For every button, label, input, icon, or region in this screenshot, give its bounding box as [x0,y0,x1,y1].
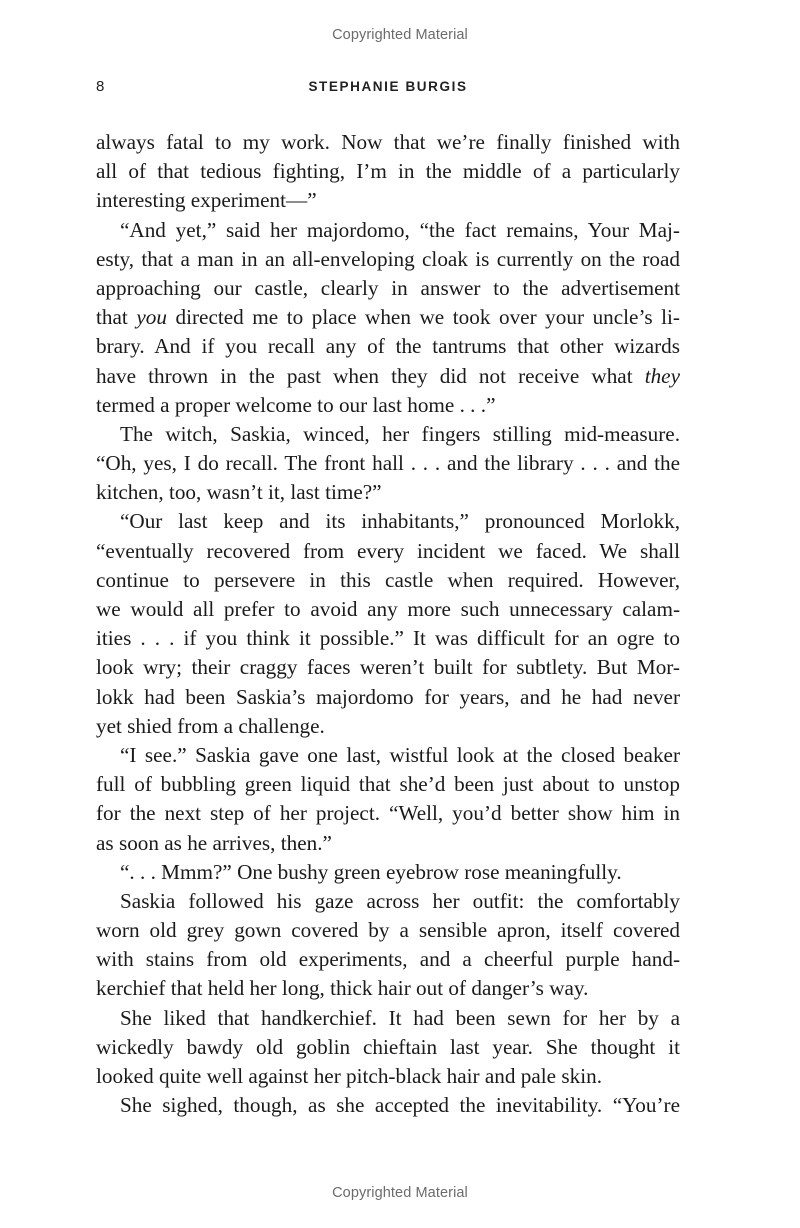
text-run: full of bubbling green liquid that she’d been just about to unstop [96,772,680,797]
text-line [96,1033,680,1062]
text-run: all of that tedious fighting, I’m in the middle of a particularly [96,159,680,184]
text-run: as soon as he arrives, then.” [96,830,332,855]
text-run: looked quite well against her pitch-black hair and pale skin. [96,1064,602,1088]
text-run: Saskia followed his gaze across her outfit: the comfortably [120,888,680,913]
text-line [96,1091,680,1120]
text-run: “. . . Mmm?” One bushy green eyebrow rose meaningfully. [120,859,622,884]
text-run: always fatal to my work. Now that we’re finally finished with [96,130,680,154]
text-run: “Our last keep and its inhabitants,” pronounced Morlokk, [120,509,680,534]
text-run: kitchen, too, wasn’t it, last time?” [96,480,382,505]
text-line [96,274,680,303]
text-line [96,449,680,478]
text-run: worn old grey gown covered by a sensible apron, itself covered [96,918,680,943]
running-header [96,78,680,98]
text-line [96,945,680,974]
text-run: directed me to place when we took over your uncle’s li- [166,305,680,330]
text-line [96,332,680,361]
text-run: with stains from old experiments, and a cheerful purple hand- [96,947,680,972]
emphasized-text: you [136,305,167,330]
text-run: kerchief that held her long, thick hair out of danger’s way. [96,976,589,1001]
text-run: esty, that a man in an all-enveloping cloak is currently on the road [96,246,680,271]
text-line [96,653,680,682]
text-line [96,1062,680,1091]
text-run: “Oh, yes, I do recall. The front hall . . . and the library . . . and the [96,451,680,476]
text-line [96,157,680,186]
text-run: lokk had been Saskia’s majordomo for years, and he had never [96,684,680,709]
text-line [96,478,680,507]
copyright-watermark-top: Copyrighted Material [332,27,468,43]
text-run: interesting experiment—” [96,188,317,213]
text-line [96,741,680,770]
text-run: “eventually recovered from every incident we faced. We shall [96,538,680,563]
text-run: termed a proper welcome to our last home . . .” [96,392,496,417]
text-line [96,566,680,595]
body-text [96,128,680,1120]
text-line [96,128,680,157]
text-run: The witch, Saskia, winced, her fingers stilling mid-measure. [120,421,680,446]
text-run: that [96,305,137,330]
text-line [96,887,680,916]
text-line [96,303,680,332]
text-line [96,186,680,215]
text-line [96,245,680,274]
emphasized-text: they [644,363,680,388]
text-run: continue to persevere in this castle when required. However, [96,567,680,592]
text-run: ities . . . if you think it possible.” It was difficult for an ogre to [96,626,680,651]
text-line [96,770,680,799]
text-run: approaching our castle, clearly in answer to the advertisement [96,275,680,300]
text-run: “And yet,” said her majordomo, “the fact remains, Your Maj- [120,217,680,242]
text-line [96,362,680,391]
text-run: She liked that handkerchief. It had been sewn for her by a [120,1005,680,1030]
page-number: 8 [96,78,105,95]
text-line [96,1004,680,1033]
text-line [96,216,680,245]
copyright-watermark-bottom: Copyrighted Material [332,1185,468,1201]
text-line [96,916,680,945]
text-run: we would all prefer to avoid any more such unnecessary calam- [96,597,680,621]
author-running-head: STEPHANIE BURGIS [308,79,468,94]
text-line [96,712,680,741]
text-line [96,391,680,420]
text-line [96,858,680,887]
text-line [96,420,680,449]
text-line [96,624,680,653]
text-line [96,595,680,624]
text-line [96,974,680,1003]
text-run: wickedly bawdy old goblin chieftain last year. She thought it [96,1034,680,1059]
text-line [96,537,680,566]
text-run: “I see.” Saskia gave one last, wistful look at the closed beaker [120,742,680,767]
text-run: brary. And if you recall any of the tantrums that other wizards [96,334,680,359]
text-line [96,829,680,858]
text-run: look wry; their craggy faces weren’t built for subtlety. But Mor- [96,655,680,680]
text-run: for the next step of her project. “Well, you’d better show him in [96,801,680,826]
text-line [96,683,680,712]
text-line [96,507,680,536]
text-run: She sighed, though, as she accepted the inevitability. “You’re [120,1093,680,1118]
text-run: yet shied from a challenge. [96,713,325,738]
text-run: have thrown in the past when they did not receive what [96,363,645,388]
text-line [96,799,680,828]
